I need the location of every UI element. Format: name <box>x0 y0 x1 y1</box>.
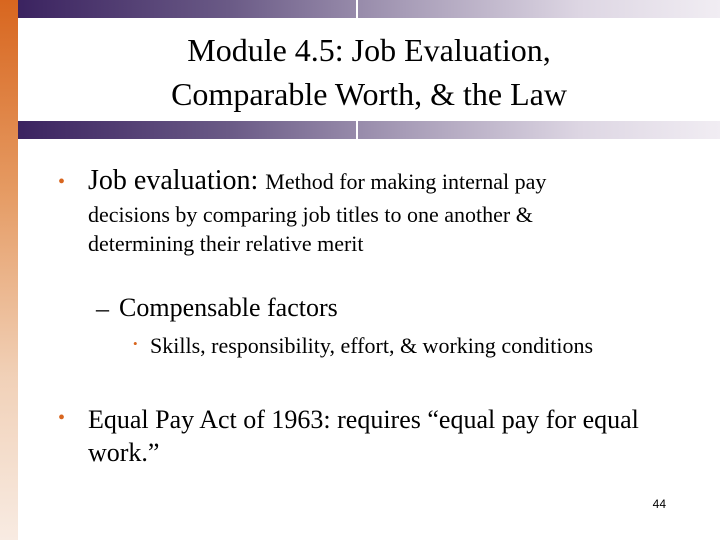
bullet-dot-icon: • <box>58 407 66 429</box>
sub-bullet-dot-icon: • <box>133 336 138 351</box>
bullet-equal-pay-act: Equal Pay Act of 1963: requires “equal pay for equal work.” <box>88 405 639 467</box>
left-accent-bar <box>0 0 18 540</box>
bullet-term: Job evaluation: <box>88 165 259 196</box>
title-underline-band <box>18 121 720 139</box>
top-gradient-band <box>18 0 720 18</box>
bottom-band-divider <box>356 121 358 139</box>
top-band-divider <box>356 0 358 18</box>
page-number: 44 <box>652 497 666 511</box>
bullet-definition-start: Method for making internal pay <box>265 169 547 194</box>
bullet-dot-icon: • <box>58 171 66 193</box>
slide-title <box>18 28 720 116</box>
bullet-definition-rest: decisions by comparing job titles to one another & determining their relative merit <box>88 202 533 256</box>
title-line-1: Module 4.5: Job Evaluation, <box>187 32 551 68</box>
title-line-2: Comparable Worth, & the Law <box>171 76 567 112</box>
sub-bullet-compensable-factors: Compensable factors <box>119 293 338 322</box>
sub-sub-bullet-factors-list: Skills, responsibility, effort, & working conditions <box>150 333 594 358</box>
dash-icon: – <box>96 294 109 323</box>
bullet-job-evaluation <box>88 165 546 197</box>
